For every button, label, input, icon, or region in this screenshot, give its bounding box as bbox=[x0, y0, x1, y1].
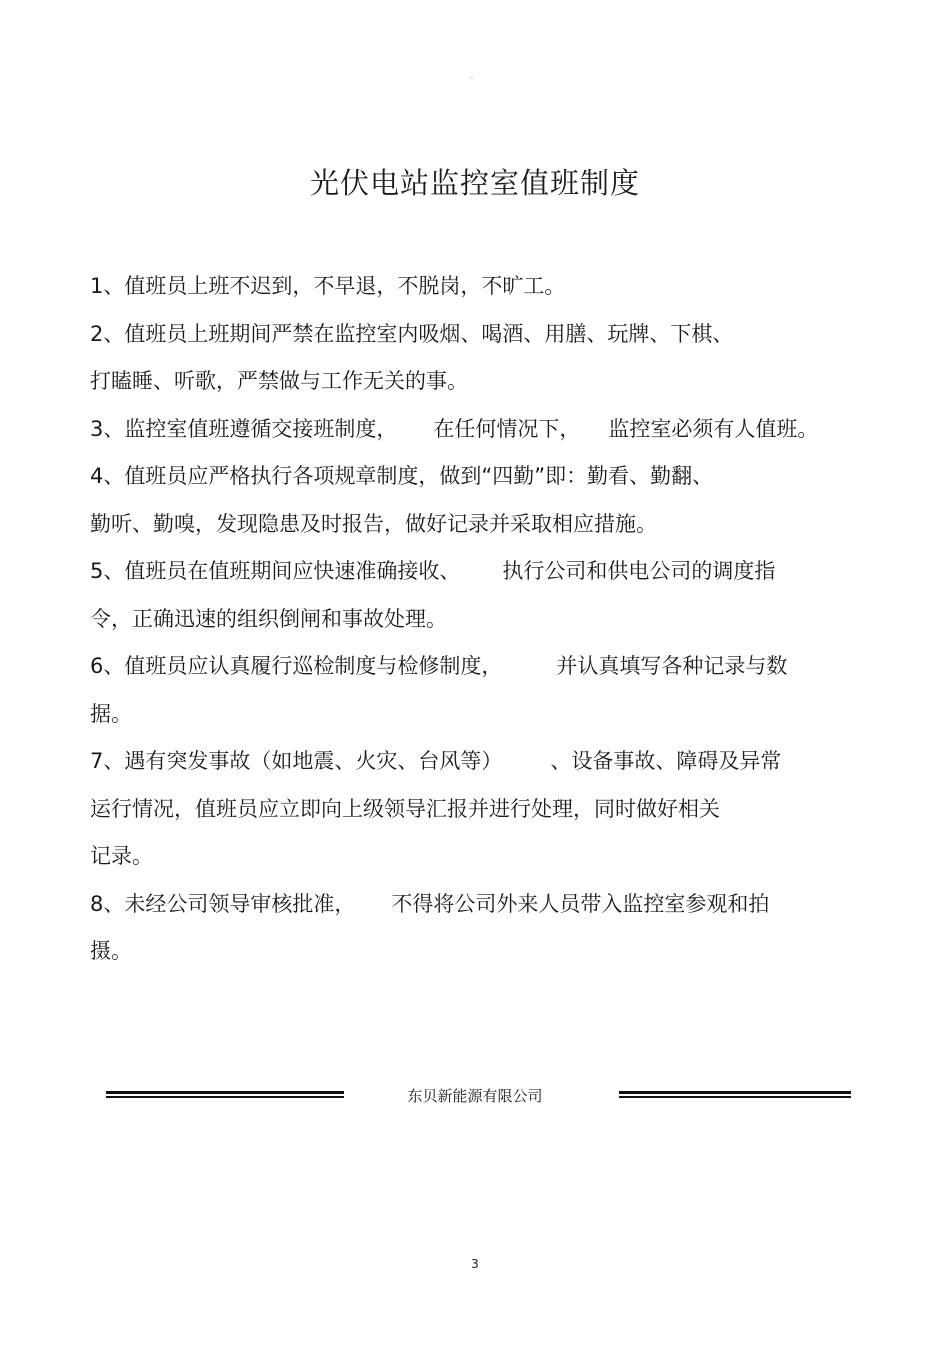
page-number: 3 bbox=[471, 1257, 479, 1271]
text-segment: 5、值班员在值班期间应快速准确接收、 bbox=[90, 559, 461, 583]
text-segment: 打瞌睡、听歌，严禁做与工作无关的事。 bbox=[90, 369, 468, 393]
text-segment: 3、监控室值班遵循交接班制度， bbox=[90, 416, 398, 441]
text-line bbox=[90, 691, 860, 739]
footer bbox=[0, 1082, 950, 1110]
text-segment: 并认真填写各种记录与数 bbox=[556, 654, 788, 678]
text-segment: 7、遇有突发事故（如地震、火灾、台风等） bbox=[90, 749, 503, 773]
footer-rule-right bbox=[619, 1091, 851, 1098]
document-body bbox=[90, 263, 860, 976]
text-line bbox=[90, 596, 860, 644]
text-line bbox=[90, 786, 860, 834]
text-segment: 勤听、勤嗅，发现隐患及时报告，做好记录并采取相应措施。 bbox=[90, 511, 657, 536]
text-line bbox=[90, 263, 860, 311]
text-line bbox=[90, 643, 860, 691]
text-segment: 记录。 bbox=[90, 844, 153, 868]
text-segment: 摄。 bbox=[90, 939, 132, 963]
text-line bbox=[90, 833, 860, 881]
text-line bbox=[90, 406, 860, 454]
text-line bbox=[90, 548, 860, 596]
text-segment: 6、值班员应认真履行巡检制度与检修制度， bbox=[90, 654, 503, 678]
text-line bbox=[90, 501, 860, 549]
text-line bbox=[90, 358, 860, 406]
text-segment: 据。 bbox=[90, 701, 132, 726]
text-line bbox=[90, 738, 860, 786]
text-segment: 、设备事故、障碍及异常 bbox=[550, 749, 782, 773]
text-segment: 运行情况，值班员应立即向上级领导汇报并进行处理，同时做好相关 bbox=[90, 796, 720, 821]
text-segment: 在任何情况下， bbox=[433, 416, 581, 441]
text-line bbox=[90, 881, 860, 929]
text-line bbox=[90, 453, 860, 501]
text-segment: 2、值班员上班期间严禁在监控室内吸烟、喝酒、用膳、玩牌、下棋、 bbox=[90, 321, 734, 346]
text-segment: 监控室必须有人值班。 bbox=[608, 416, 819, 441]
text-segment: 令，正确迅速的组织倒闸和事故处理。 bbox=[90, 606, 447, 631]
company-name: 东贝新能源有限公司 bbox=[407, 1087, 543, 1105]
text-segment: 不得将公司外来人员带入监控室参观和拍 bbox=[391, 891, 770, 916]
text-segment: 4、值班员应严格执行各项规章制度，做到“四勤”即：勤看、勤翻、 bbox=[90, 464, 714, 488]
text-segment: 8、未经公司领导审核批准， bbox=[90, 891, 356, 916]
text-segment: 执行公司和供电公司的调度指 bbox=[502, 559, 776, 583]
header-mark: 。 bbox=[470, 71, 478, 80]
text-line bbox=[90, 928, 860, 976]
text-segment: 1、值班员上班不迟到，不早退，不脱岗，不旷工。 bbox=[90, 274, 566, 298]
text-line bbox=[90, 311, 860, 359]
document-title: 光伏电站监控室值班制度 bbox=[309, 166, 640, 200]
